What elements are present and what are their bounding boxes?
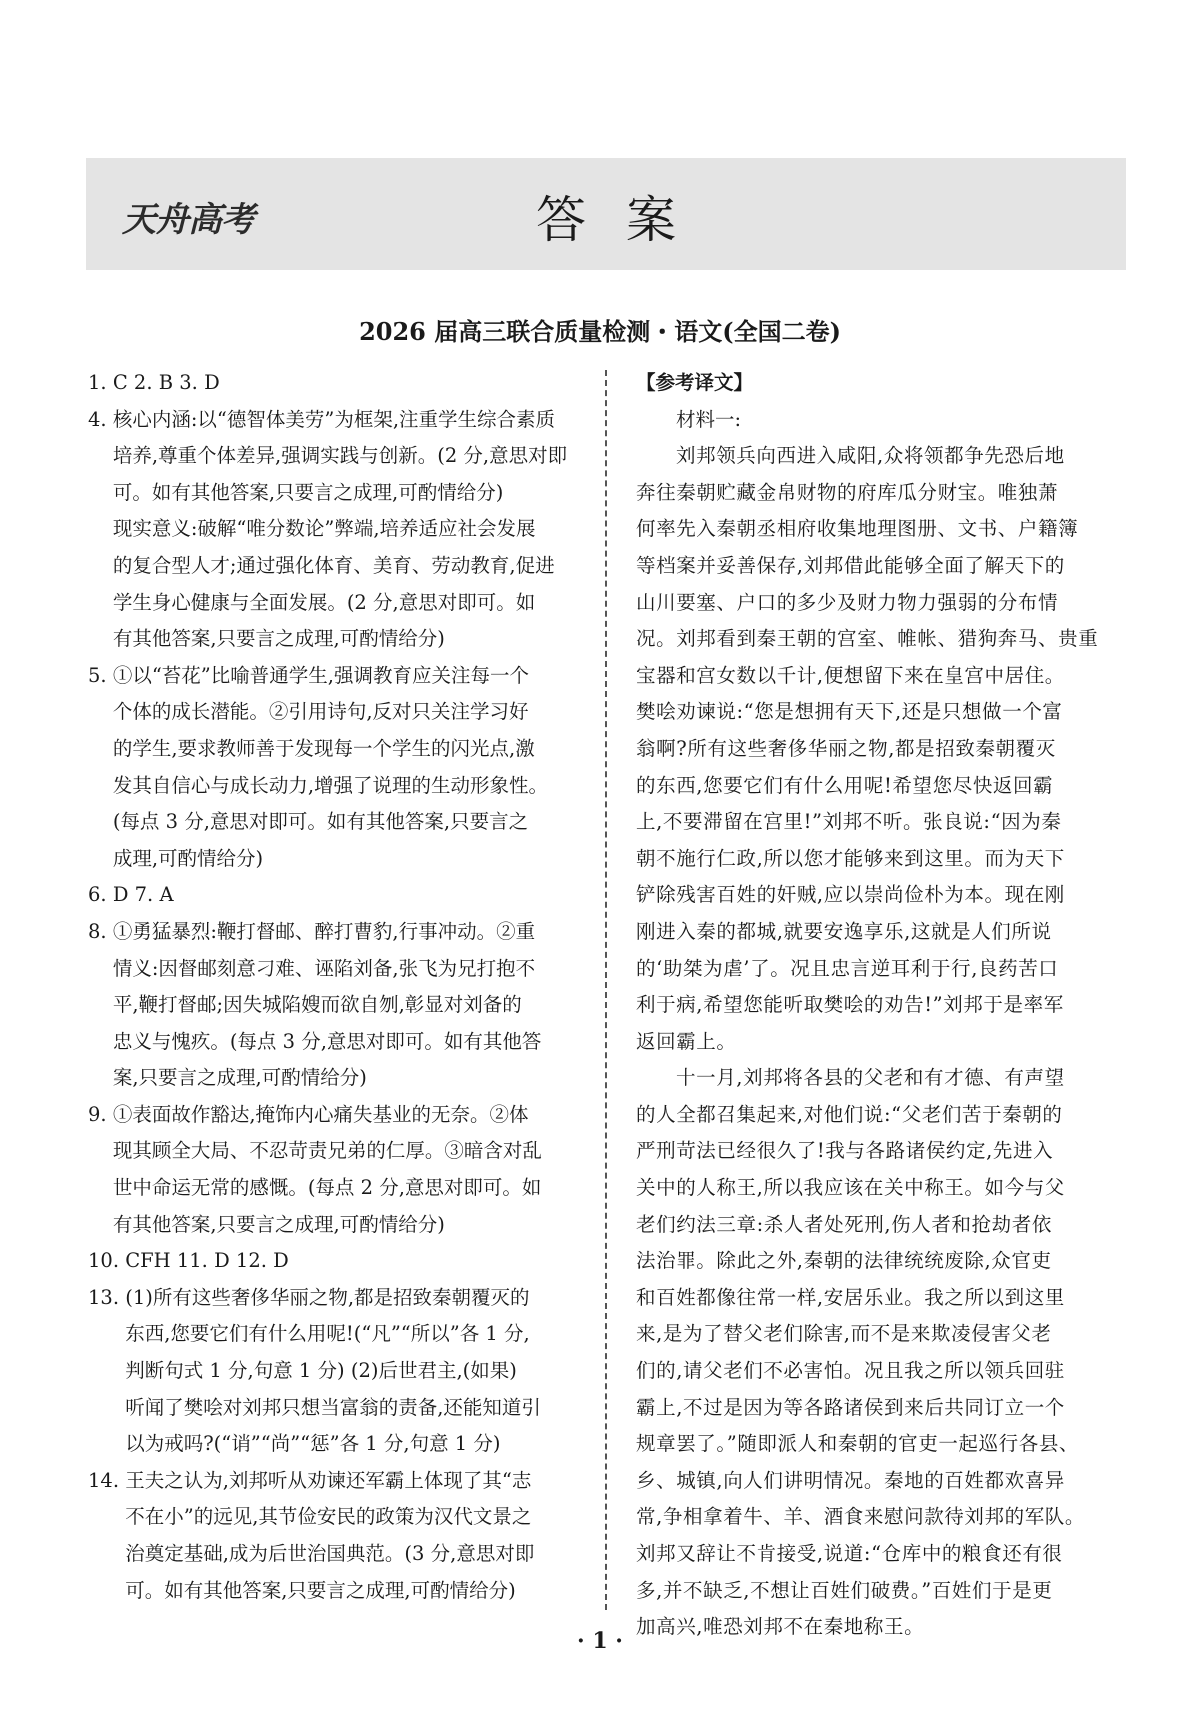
answer-line: 的学生,要求教师善于发现每一个学生的闪光点,激 bbox=[112, 736, 535, 760]
answer-line: 可。如有其他答案,只要言之成理,可酌情给分) bbox=[112, 480, 504, 504]
header-banner bbox=[86, 158, 1126, 270]
translation-line: 刘邦又辞让不肯接受,说道:“仓库中的粮食还有很 bbox=[636, 1542, 1063, 1565]
answer-number: 9. bbox=[88, 1102, 113, 1126]
translation-paragraph bbox=[636, 1060, 1126, 1646]
translation-line: 多,并不缺乏,不想让百姓们破费。”百姓们于是更 bbox=[636, 1578, 1053, 1602]
translation-line: 的东西,您要它们有什么用呢!希望您尽快返回霸 bbox=[636, 773, 1054, 797]
document-title: 2026 届高三联合质量检测・语文(全国二卷) bbox=[359, 317, 841, 346]
translation-line: 加高兴,唯恐刘邦不在秦地称王。 bbox=[636, 1615, 925, 1639]
answer-item bbox=[88, 1463, 580, 1609]
answer-body bbox=[113, 1097, 580, 1243]
translation-line: 利于病,希望您能听取樊哙的劝告!”刘邦于是率军 bbox=[636, 993, 1064, 1017]
answer-line: 王夫之认为,刘邦听从劝谏还军霸上体现了其“志 bbox=[125, 1468, 532, 1492]
answer-item bbox=[88, 1280, 580, 1463]
reference-translation-label: 【参考译文】 bbox=[636, 371, 754, 394]
answer-body bbox=[125, 1243, 580, 1280]
translation-line: 的‘助桀为虐’了。况且忠言逆耳利于行,良药苦口 bbox=[636, 956, 1059, 980]
translation-paragraphs bbox=[636, 438, 1126, 1646]
answer-item bbox=[88, 877, 580, 914]
answer-body bbox=[113, 365, 580, 402]
answer-line: ①表面故作豁达,掩饰内心痛失基业的无奈。②体 bbox=[112, 1102, 529, 1126]
answer-body bbox=[125, 1280, 580, 1463]
translation-line: 宝器和宫女数以千计,便想留下来在皇宫中居住。 bbox=[636, 663, 1065, 687]
answer-line: 核心内涵:以“德智体美劳”为框架,注重学生综合素质 bbox=[112, 407, 556, 431]
translation-line: 山川要塞、户口的多少及财力物力强弱的分布情 bbox=[636, 590, 1059, 614]
answer-number: 14. bbox=[88, 1468, 126, 1492]
column-divider bbox=[605, 370, 607, 1610]
answer-line: ①勇猛暴烈:鞭打督邮、醉打曹豹,行事冲动。②重 bbox=[112, 919, 536, 943]
answer-number: 13. bbox=[88, 1285, 126, 1309]
translation-line: 法治罪。除此之外,秦朝的法律统统废除,众官吏 bbox=[636, 1249, 1052, 1273]
answer-number: 1. bbox=[88, 371, 113, 394]
answer-number: 10. bbox=[88, 1249, 126, 1273]
translation-line: 铲除残害百姓的奸贼,应以崇尚俭朴为本。现在刚 bbox=[636, 883, 1065, 907]
answer-line: (1)所有这些奢侈华丽之物,都是招致秦朝覆灭的 bbox=[125, 1285, 530, 1309]
translation-line: 何率先入秦朝丞相府收集地理图册、文书、户籍簿 bbox=[636, 517, 1079, 541]
material-label: 材料一: bbox=[676, 407, 742, 431]
translation-line: 严刑苛法已经很久了!我与各路诸侯约定,先进入 bbox=[636, 1139, 1054, 1163]
translation-line: 刘邦领兵向西进入咸阳,众将领都争先恐后地 bbox=[676, 444, 1065, 468]
answer-item bbox=[88, 402, 580, 658]
answer-line: 以为戒吗?(“诮”“尚”“惩”各 1 分,句意 1 分) bbox=[125, 1432, 501, 1456]
answer-line: 平,鞭打督邮;因失城陷嫂而欲自刎,彰显对刘备的 bbox=[112, 993, 522, 1017]
answer-item bbox=[88, 914, 580, 1097]
answer-number: 6. bbox=[88, 883, 113, 907]
answer-line: 成理,可酌情给分) bbox=[112, 846, 264, 870]
answer-line: 世中命运无常的感慨。(每点 2 分,意思对即可。如 bbox=[112, 1176, 542, 1200]
answer-item bbox=[88, 658, 580, 878]
translation-line: 关中的人称王,所以我应该在关中称王。如今与父 bbox=[636, 1176, 1065, 1200]
translation-line: 返回霸上。 bbox=[636, 1029, 737, 1053]
translation-line: 刚进入秦的都城,就要安逸享乐,这就是人们所说 bbox=[636, 919, 1052, 943]
answer-line: 现实意义:破解“唯分数论”弊端,培养适应社会发展 bbox=[112, 517, 536, 541]
answer-line: 培养,尊重个体差异,强调实践与创新。(2 分,意思对即 bbox=[112, 444, 568, 468]
banner-title: 答案 bbox=[536, 191, 716, 249]
translation-line: 的人全都召集起来,对他们说:“父老们苦于秦朝的 bbox=[636, 1102, 1063, 1126]
translation-line: 翁啊?所有这些奢侈华丽之物,都是招致秦朝覆灭 bbox=[636, 736, 1056, 760]
answer-line: (每点 3 分,意思对即可。如有其他答案,只要言之 bbox=[112, 810, 529, 834]
answer-line: 情义:因督邮刻意刁难、诬陷刘备,张飞为兄打抱不 bbox=[112, 956, 536, 980]
answer-line: 个体的成长潜能。②引用诗句,反对只关注学习好 bbox=[112, 700, 529, 724]
translation-line: 等档案并妥善保存,刘邦借此能够全面了解天下的 bbox=[636, 553, 1065, 577]
answer-line: D 7. A bbox=[112, 883, 174, 907]
answer-line: CFH 11. D 12. D bbox=[125, 1249, 289, 1273]
answer-line: 案,只要言之成理,可酌情给分) bbox=[112, 1066, 367, 1090]
answer-line: 有其他答案,只要言之成理,可酌情给分) bbox=[112, 627, 445, 651]
answer-item bbox=[88, 1243, 580, 1280]
translation-line: 十一月,刘邦将各县的父老和有才德、有声望 bbox=[676, 1066, 1065, 1090]
answers-column bbox=[88, 365, 580, 1609]
translation-line: 常,争相拿着牛、羊、酒食来慰问款待刘邦的军队。 bbox=[636, 1505, 1085, 1529]
translation-line: 霸上,不过是因为等各路诸侯到来后共同订立一个 bbox=[636, 1395, 1065, 1419]
answer-line: 东西,您要它们有什么用呢!(“凡”“所以”各 1 分, bbox=[125, 1322, 530, 1346]
answer-body bbox=[113, 402, 580, 658]
translation-line: 况。刘邦看到秦王朝的宫室、帷帐、猎狗奔马、贵重 bbox=[636, 627, 1099, 651]
answer-body bbox=[125, 1463, 580, 1609]
answer-number: 8. bbox=[88, 919, 113, 943]
translation-line: 上,不要滞留在宫里!”刘邦不听。张良说:“因为秦 bbox=[636, 810, 1062, 834]
answer-body bbox=[113, 877, 580, 914]
answer-line: 的复合型人才;通过强化体育、美育、劳动教育,促进 bbox=[112, 553, 555, 577]
translation-line: 来,是为了替父老们除害,而不是来欺凌侵害父老 bbox=[636, 1322, 1052, 1346]
answer-line: 判断句式 1 分,句意 1 分) (2)后世君主,(如果) bbox=[125, 1359, 517, 1383]
answer-line: 治奠定基础,成为后世治国典范。(3 分,意思对即 bbox=[125, 1542, 535, 1565]
answer-line: ①以“苔花”比喻普通学生,强调教育应关注每一个 bbox=[112, 663, 529, 687]
translation-line: 朝不施行仁政,所以您才能够来到这里。而为天下 bbox=[636, 846, 1065, 870]
answer-body bbox=[113, 658, 580, 878]
translation-line: 乡、城镇,向人们讲明情况。秦地的百姓都欢喜异 bbox=[636, 1468, 1065, 1492]
page-number: · 1 · bbox=[577, 1628, 623, 1654]
translation-line: 樊哙劝谏说:“您是想拥有天下,还是只想做一个富 bbox=[636, 700, 1063, 724]
brand-logo: 天舟高考 bbox=[122, 200, 254, 240]
answer-item bbox=[88, 365, 580, 402]
translation-line: 老们约法三章:杀人者处死刑,伤人者和抢劫者依 bbox=[636, 1212, 1052, 1236]
answer-line: C 2. B 3. D bbox=[112, 371, 220, 394]
answer-line: 可。如有其他答案,只要言之成理,可酌情给分) bbox=[125, 1578, 516, 1602]
translation-column bbox=[636, 365, 1126, 1646]
translation-line: 和百姓都像往常一样,安居乐业。我之所以到这里 bbox=[636, 1285, 1065, 1309]
answer-line: 现其顾全大局、不忍苛责兄弟的仁厚。③暗含对乱 bbox=[112, 1139, 542, 1163]
answer-item bbox=[88, 1097, 580, 1243]
answer-line: 发其自信心与成长动力,增强了说理的生动形象性。 bbox=[112, 773, 549, 797]
translation-paragraph bbox=[636, 438, 1126, 1060]
translation-line: 规章罢了。”随即派人和秦朝的官吏一起巡行各县、 bbox=[636, 1432, 1080, 1456]
translation-line: 奔往秦朝贮藏金帛财物的府库瓜分财宝。唯独萧 bbox=[636, 480, 1059, 504]
answer-number: 5. bbox=[88, 663, 113, 687]
answer-line: 有其他答案,只要言之成理,可酌情给分) bbox=[112, 1212, 445, 1236]
answer-body bbox=[113, 914, 580, 1097]
answer-line: 不在小”的远见,其节俭安民的政策为汉代文景之 bbox=[125, 1505, 532, 1529]
translation-line: 们的,请父老们不必害怕。况且我之所以领兵回驻 bbox=[636, 1359, 1065, 1383]
answer-number: 4. bbox=[88, 407, 113, 431]
answer-line: 学生身心健康与全面发展。(2 分,意思对即可。如 bbox=[112, 590, 536, 614]
answer-line: 听闻了樊哙对刘邦只想当富翁的责备,还能知道引 bbox=[125, 1395, 541, 1419]
answer-line: 忠义与愧疚。(每点 3 分,意思对即可。如有其他答 bbox=[112, 1029, 542, 1053]
